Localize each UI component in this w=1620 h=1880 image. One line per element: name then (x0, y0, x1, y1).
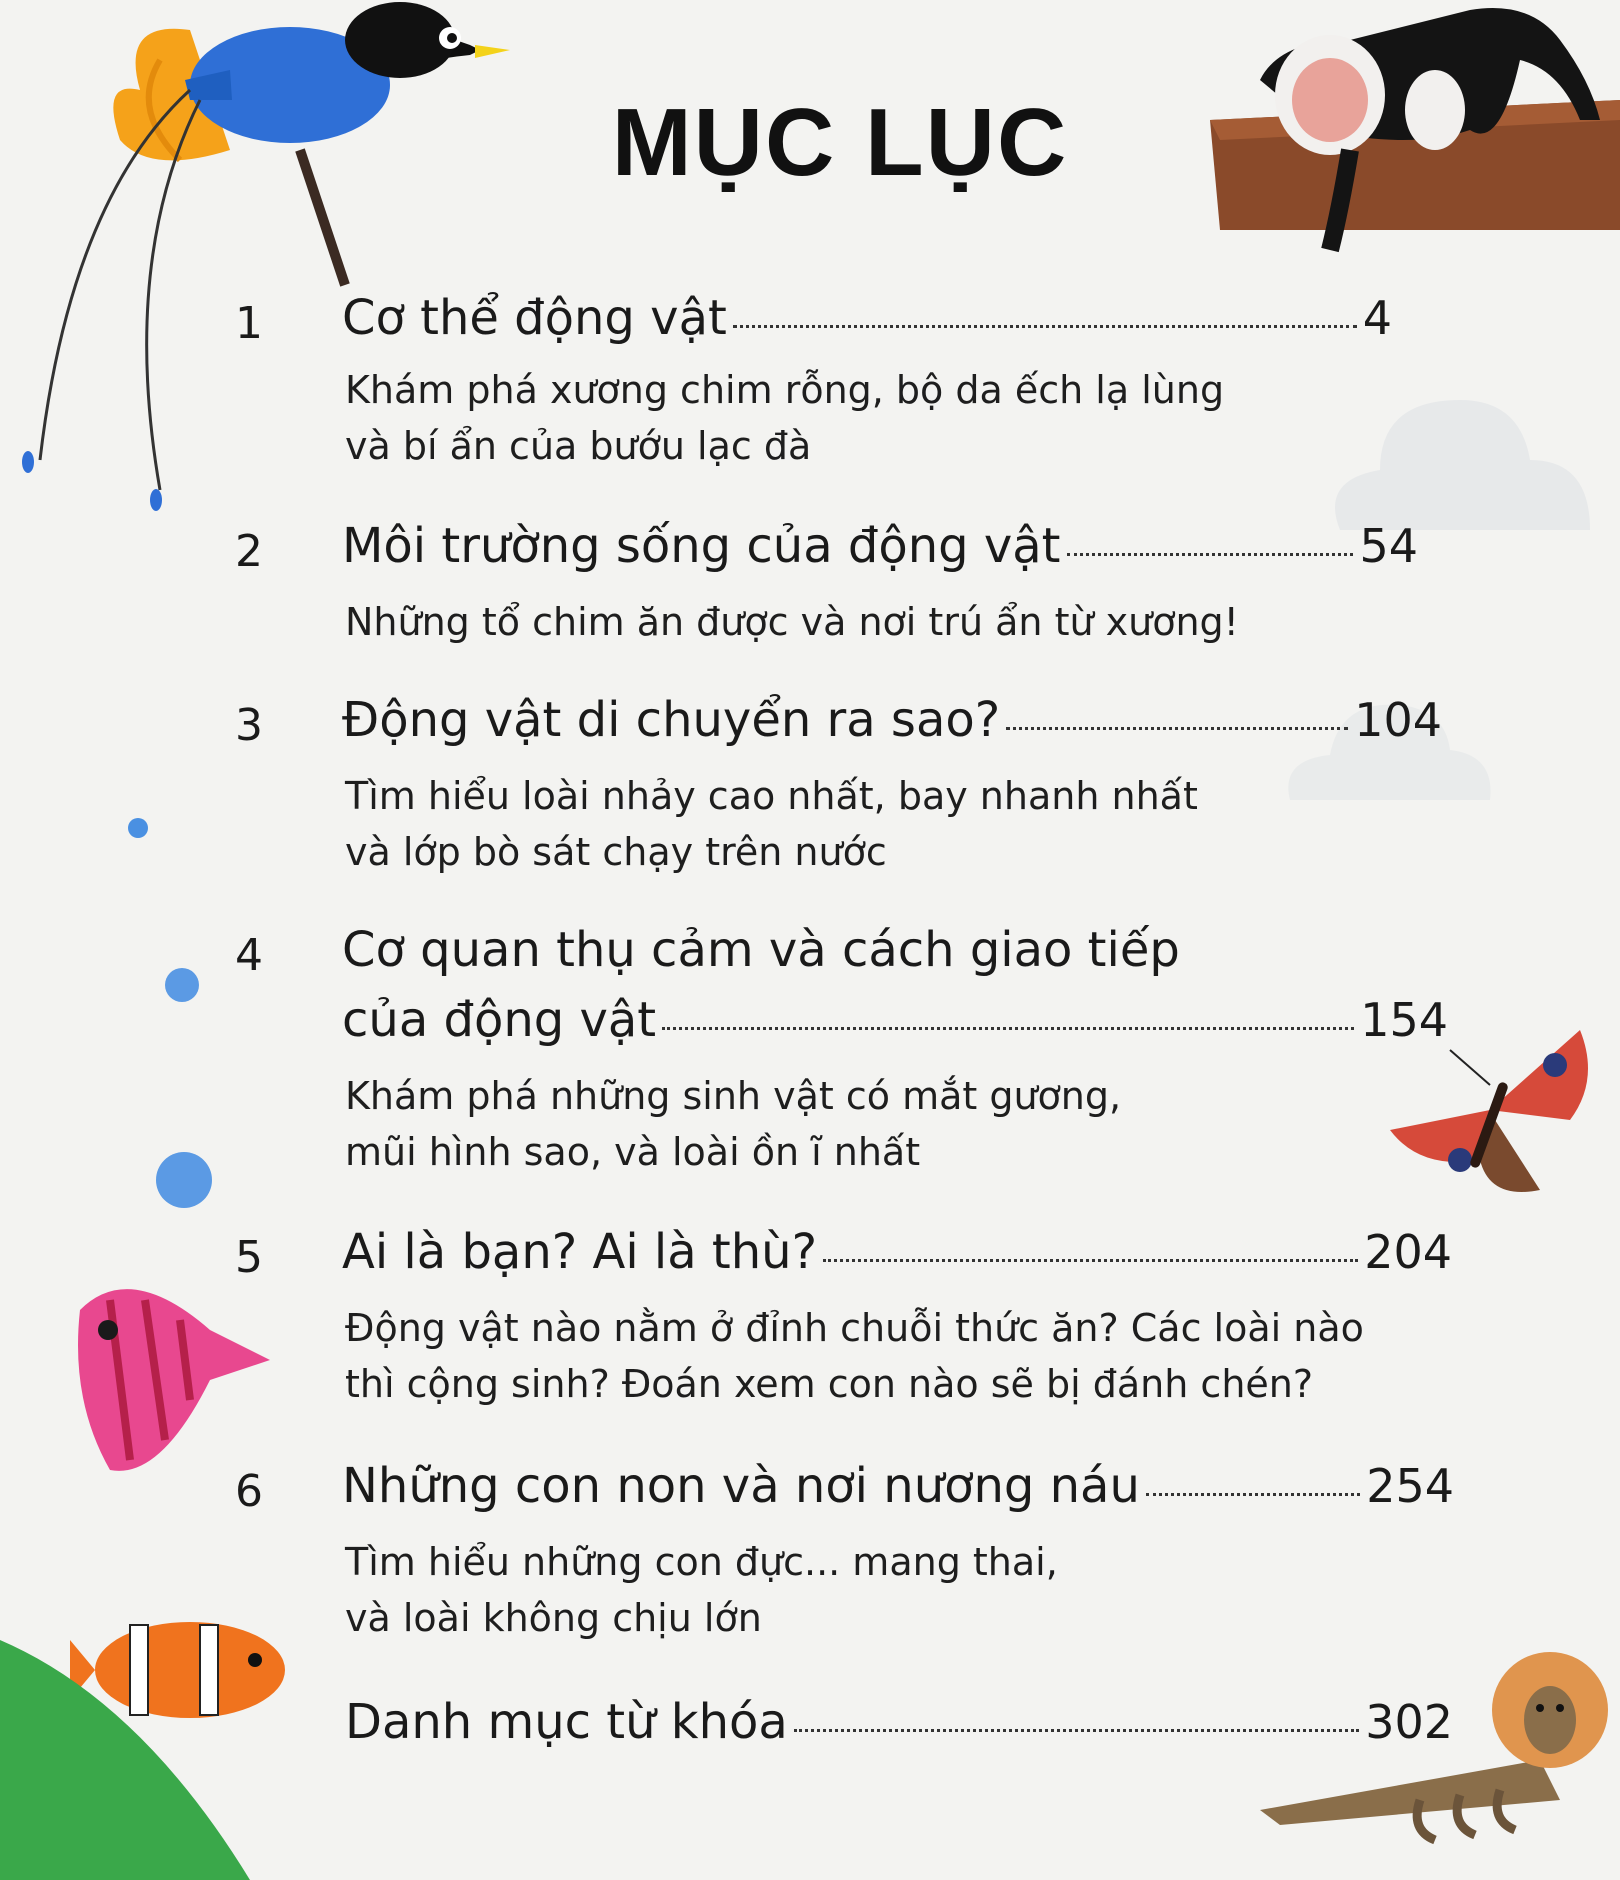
toc-entry-5[interactable] (342, 1224, 1452, 1280)
description-line: và bí ẩn của bướu lạc đà (345, 424, 812, 468)
chapter-title: của động vật (342, 992, 657, 1048)
frilled-lizard-illustration (1240, 1650, 1620, 1880)
chapter-description (345, 768, 1198, 880)
chapter-number: 3 (235, 700, 263, 751)
page-number: 154 (1360, 993, 1448, 1047)
dot-leader (1146, 1493, 1360, 1496)
chapter-title: Những con non và nơi nương náu (342, 1458, 1140, 1514)
chapter-title: Ai là bạn? Ai là thù? (342, 1224, 818, 1280)
chapter-number: 1 (235, 298, 263, 349)
chapter-title: Động vật di chuyển ra sao? (342, 692, 1001, 748)
toc-entry-index[interactable] (345, 1694, 1453, 1750)
page-number: 54 (1359, 519, 1418, 573)
cloud-illustration (1320, 370, 1600, 540)
index-title: Danh mục từ khóa (345, 1694, 788, 1750)
green-leaf-illustration (0, 1640, 260, 1880)
description-line: Tìm hiểu những con đực... mang thai, (345, 1540, 1058, 1584)
description-line: Những tổ chim ăn được và nơi trú ẩn từ xương! (345, 600, 1239, 644)
chapter-description (345, 1068, 1121, 1180)
toc-entry-6[interactable] (342, 1458, 1454, 1514)
description-line: và loài không chịu lớn (345, 1596, 762, 1640)
dot-leader (1067, 553, 1354, 556)
toc-entry-4[interactable] (342, 992, 1448, 1048)
description-line: mũi hình sao, và loài ồn ĩ nhất (345, 1130, 921, 1174)
dot-leader (1006, 727, 1348, 730)
page-number: 104 (1354, 693, 1442, 747)
toc-entry-2[interactable] (342, 518, 1418, 574)
chapter-description (345, 1534, 1058, 1646)
chapter-title: Cơ thể động vật (342, 290, 727, 346)
pink-fish-illustration (70, 1270, 280, 1490)
bubbles-illustration (110, 800, 230, 1220)
page-number: 302 (1365, 1695, 1453, 1749)
toc-entry-1[interactable] (342, 290, 1392, 346)
dot-leader (823, 1259, 1358, 1262)
dot-leader (794, 1729, 1359, 1732)
dot-leader (662, 1027, 1354, 1030)
description-line: Khám phá những sinh vật có mắt gương, (345, 1074, 1122, 1118)
page-number: 254 (1366, 1459, 1454, 1513)
chapter-description (345, 362, 1224, 474)
description-line: Tìm hiểu loài nhảy cao nhất, bay nhanh nhất (345, 774, 1198, 818)
chapter-number: 4 (235, 930, 263, 981)
toc-entry-3[interactable] (342, 692, 1442, 748)
chapter-number: 6 (235, 1466, 263, 1517)
chapter-title: Môi trường sống của động vật (342, 518, 1061, 574)
chapter-number: 2 (235, 526, 263, 577)
chapter-description (345, 594, 1239, 650)
description-line: và lớp bò sát chạy trên nước (345, 830, 887, 874)
page-title: MỤC LỤC (611, 89, 1069, 196)
page-number: 4 (1362, 291, 1392, 345)
chapter-number: 5 (235, 1232, 263, 1283)
description-line: Khám phá xương chim rỗng, bộ da ếch lạ lùng (345, 368, 1225, 412)
description-line: Động vật nào nằm ở đỉnh chuỗi thức ăn? Các loài nào (345, 1306, 1364, 1350)
chapter-description (345, 1300, 1364, 1412)
dot-leader (733, 325, 1357, 328)
chapter-title-line-1[interactable]: Cơ quan thụ cảm và cách giao tiếp (342, 922, 1180, 978)
page-number: 204 (1364, 1225, 1452, 1279)
description-line: thì cộng sinh? Đoán xem con nào sẽ bị đánh chén? (345, 1362, 1314, 1406)
